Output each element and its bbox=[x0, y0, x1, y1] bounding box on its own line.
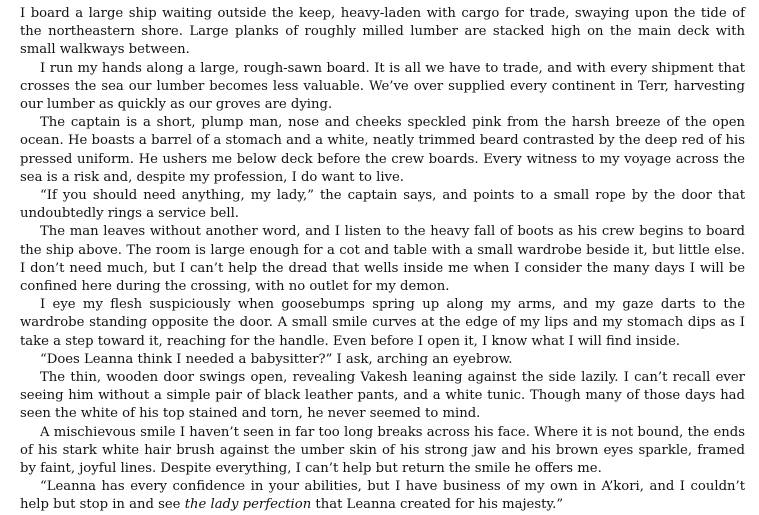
paragraph-2: I run my hands along a large, rough-sawn board. It is all we have to trade, and with every shipment that crosses the sea our lumber becomes less valuable. We’ve over supplied every continent in Terr, harvesting our lumber as quickly as our groves are dying. bbox=[20, 60, 745, 113]
paragraph-10 bbox=[20, 478, 745, 514]
paragraph-8: The thin, wooden door swings open, revealing Vakesh leaning against the side lazily. I can’t recall ever seeing him without a simple pair of black leather pants, and a white tunic. Though many of those days had seen the white of his top stained and torn, he never seemed to mind. bbox=[20, 370, 745, 422]
paragraph-10-text-before: “Leanna has every confidence in your abilities, but I have business of my own in A’kori, and I couldn’t help but stop in and see bbox=[20, 479, 745, 513]
paragraph-10-text-after: that Leanna created for his majesty.” bbox=[311, 497, 564, 513]
paragraph-3: The captain is a short, plump man, nose and cheeks speckled pink from the harsh breeze of the open ocean. He boasts a barrel of a stomach and a white, neatly trimmed beard contrasted by the deep red of his pressed uniform. He ushers me below deck before the crew boards. Every witness to my voyage across the sea is a risk and, despite my profession, I do want to live. bbox=[20, 115, 745, 185]
paragraph-7: “Does Leanna think I needed a babysitter?” I ask, arching an eyebrow. bbox=[40, 351, 513, 367]
paragraph-6: I eye my flesh suspiciously when goosebumps spring up along my arms, and my gaze darts to the wardrobe standing opposite the door. A small smile curves at the edge of my lips and my stomach dips as I take a step toward it, reaching for the handle. Even before I open it, I know what I will find inside. bbox=[20, 297, 745, 349]
paragraph-9: A mischievous smile I haven’t seen in far too long breaks across his face. Where it is not bound, the ends of his stark white hair brush against the umber skin of his strong jaw and his brown eyes sparkle, framed by faint, joyful lines. Despite everything, I can’t help but return the smile he offers me. bbox=[20, 424, 745, 477]
paragraph-4: “If you should need anything, my lady,” the captain says, and points to a small rope by the door that undoubtedly rings a service bell. bbox=[20, 188, 745, 222]
paragraph-5: The man leaves without another word, and I listen to the heavy fall of boots as his crew begins to board the ship above. The room is large enough for a cot and table with a small wardrobe beside it, but little else. I don’t need much, but I can’t help the dread that wells inside me when I consider the many days I will be confined here during the crossing, with no outlet for my demon. bbox=[20, 224, 745, 295]
paragraph-1: I board a large ship waiting outside the keep, heavy-laden with cargo for trade, swaying upon the tide of the northeastern shore. Large planks of roughly milled lumber are stacked high on the main deck with small walkways between. bbox=[20, 6, 745, 58]
paragraph-10-italic: the lady perfection bbox=[184, 497, 312, 513]
